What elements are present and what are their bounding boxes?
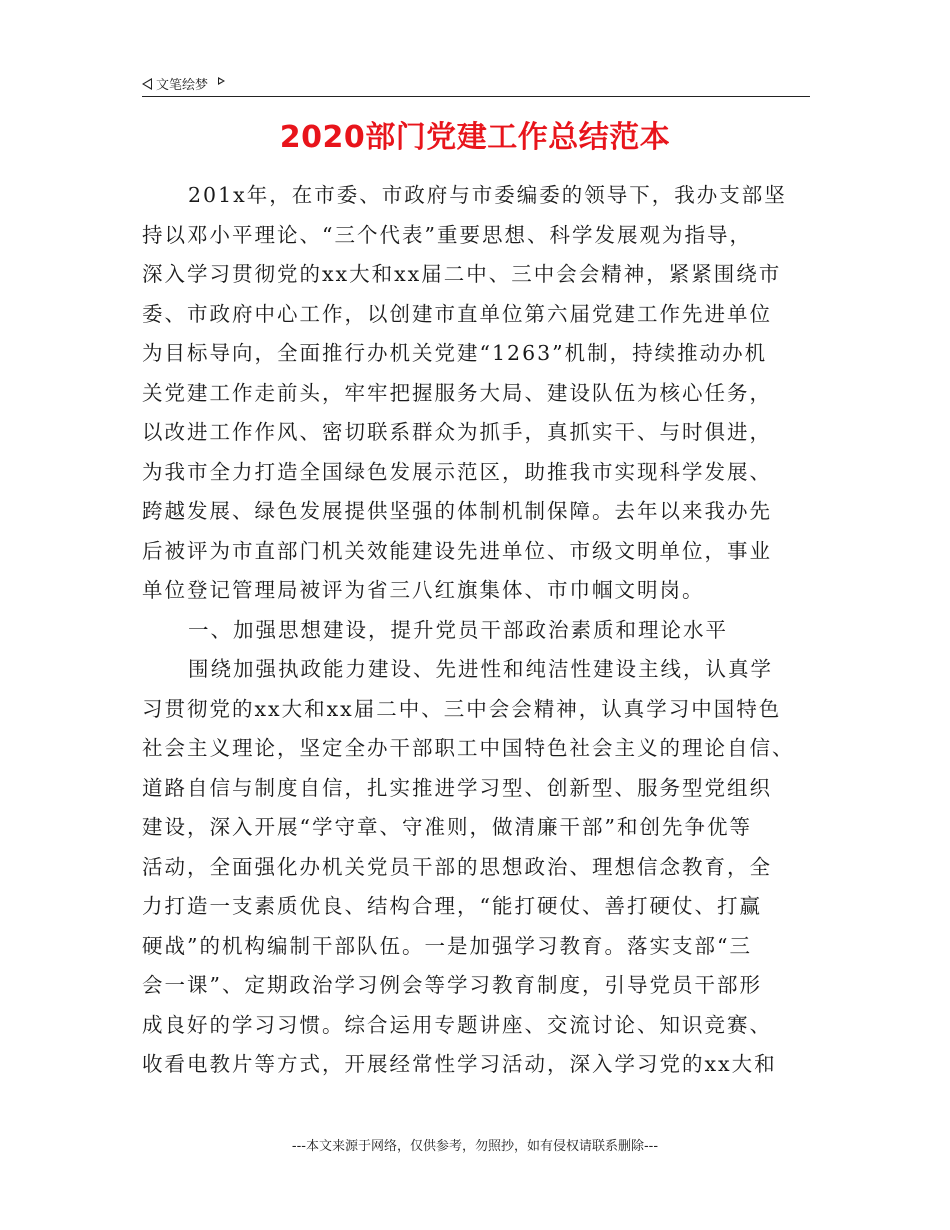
body-line: 围绕加强执政能力建设、先进性和纯洁性建设主线，认真学	[188, 657, 773, 681]
body-line: 后被评为市直部门机关效能建设先进单位、市级文明单位，事业	[142, 538, 772, 563]
right-triangle-icon	[218, 77, 225, 85]
body-line: 收看电教片等方式，开展经常性学习活动，深入学习党的xx大和	[142, 1052, 777, 1076]
left-triangle-icon	[142, 78, 152, 90]
body-line: 会一课”、定期政治学习例会等学习教育制度，引导党员干部形	[142, 973, 762, 997]
document-title: 2020部门党建工作总结范本	[279, 120, 671, 155]
body-line: 持以邓小平理论、“三个代表”重要思想、科学发展观为指导，	[142, 222, 752, 247]
body-line: 深入学习贯彻党的xx大和xx届二中、三中会会精神，紧紧围绕市	[142, 262, 782, 286]
body-line: 委、市政府中心工作，以创建市直单位第六届党建工作先进单位	[142, 301, 772, 326]
body-line: 为目标导向，全面推行办机关党建“1263”机制，持续推动办机	[142, 341, 768, 365]
body-line: 为我市全力打造全国绿色发展示范区，助推我市实现科学发展、	[142, 459, 772, 484]
brand	[142, 74, 225, 93]
page-footer: ---本文来源于网络，仅供参考，勿照抄，如有侵权请联系删除---	[291, 1139, 659, 1154]
section-heading: 一、加强思想建设，提升党员干部政治素质和理论水平	[188, 617, 728, 642]
body-line: 力打造一支素质优良、结构合理，“能打硬仗、善打硬仗、打赢	[142, 894, 762, 918]
page-header	[142, 70, 810, 97]
body-line: 跨越发展、绿色发展提供坚强的体制机制保障。去年以来我办先	[142, 499, 772, 523]
body-line: 道路自信与制度自信，扎实推进学习型、创新型、服务型党组织	[142, 775, 772, 800]
body-line: 活动，全面强化办机关党员干部的思想政治、理想信念教育，全	[142, 854, 772, 879]
body-line: 以改进工作作风、密切联系群众为抓手，真抓实干、与时俱进，	[142, 420, 772, 444]
body-line: 习贯彻党的xx大和xx届二中、三中会会精神，认真学习中国特色	[142, 696, 782, 721]
body-line: 硬战”的机构编制干部队伍。一是加强学习教育。落实支部“三	[142, 933, 752, 958]
brand-label: 文笔绘梦	[156, 78, 209, 93]
body-line: 建设，深入开展“学守章、守准则，做清廉干部”和创先争优等	[142, 815, 752, 839]
document-body	[142, 176, 810, 1085]
body-line: 单位登记管理局被评为省三八红旗集体、市巾帼文明岗。	[142, 578, 705, 602]
body-line: 成良好的学习习惯。综合运用专题讲座、交流讨论、知识竞赛、	[142, 1012, 772, 1037]
body-line: 201x年，在市委、市政府与市委编委的领导下，我办支部坚	[188, 183, 787, 207]
body-line: 社会主义理论，坚定全办干部职工中国特色社会主义的理论自信、	[142, 736, 795, 760]
body-line: 关党建工作走前头，牢牢把握服务大局、建设队伍为核心任务，	[142, 380, 772, 405]
